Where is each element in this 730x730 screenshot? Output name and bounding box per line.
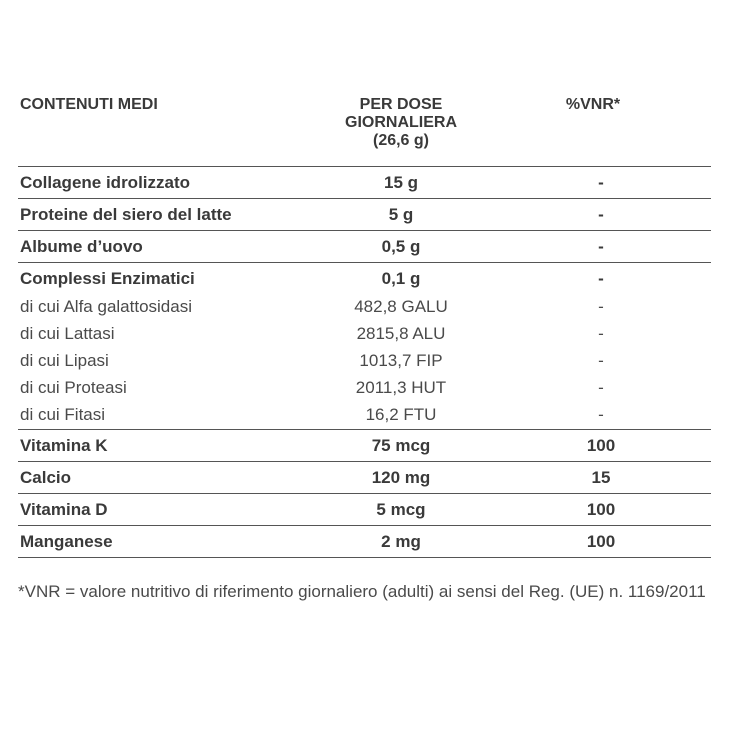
row-vnr: - [598, 173, 604, 192]
row-amount: 2011,3 HUT [355, 378, 447, 397]
table-subrow [18, 402, 711, 429]
row-amount: 16,2 FTU [365, 405, 437, 424]
footnote: *VNR = valore nutritivo di riferimento giornaliero (adulti) ai sensi del Reg. (UE) n. 1169/2011 [18, 582, 706, 601]
row-vnr: - [598, 324, 604, 343]
row-name: Collagene idrolizzato [20, 173, 191, 192]
nutrition-table [18, 96, 711, 558]
table-row [18, 263, 711, 294]
row-amount: 2815,8 ALU [356, 324, 446, 343]
row-name: Complessi Enzimatici [20, 269, 195, 288]
row-vnr: 15 [591, 468, 611, 487]
table-subrow [18, 321, 711, 348]
row-amount: 5 g [388, 205, 414, 224]
row-vnr: 100 [586, 436, 616, 455]
table-row [18, 199, 711, 230]
table-header [18, 96, 711, 166]
row-name: di cui Proteasi [20, 378, 127, 397]
row-amount: 5 mcg [376, 500, 426, 519]
row-name: Calcio [20, 468, 72, 487]
table-group-enzymes [18, 262, 711, 429]
table-subrow [18, 375, 711, 402]
row-name: di cui Alfa galattosidasi [20, 297, 192, 316]
row-amount: 482,8 GALU [354, 297, 448, 316]
table-group [18, 525, 711, 558]
header-per-dose-line1: PER DOSE [359, 96, 443, 113]
table-group [18, 230, 711, 262]
header-per-dose-line3: (26,6 g) [372, 132, 429, 149]
row-name: di cui Lipasi [20, 351, 109, 370]
table-row [18, 494, 711, 525]
table-group [18, 493, 711, 525]
row-name: Vitamina D [20, 500, 108, 519]
row-name: Manganese [20, 532, 113, 551]
row-amount: 1013,7 FIP [359, 351, 443, 370]
table-group [18, 429, 711, 461]
table-row [18, 167, 711, 198]
row-name: Vitamina K [20, 436, 108, 455]
header-per-dose-line2: GIORNALIERA [345, 114, 457, 131]
row-name: Albume d’uovo [20, 237, 143, 256]
row-vnr: - [598, 269, 604, 288]
table-row [18, 526, 711, 557]
row-amount: 15 g [383, 173, 419, 192]
row-vnr: - [598, 237, 604, 256]
header-vnr: %VNR* [565, 96, 621, 113]
table-group [18, 166, 711, 198]
table-subrow [18, 348, 711, 375]
row-amount: 2 mg [381, 532, 421, 551]
table-subrow [18, 294, 711, 321]
row-vnr: 100 [586, 532, 616, 551]
row-amount: 120 mg [371, 468, 431, 487]
row-vnr: 100 [586, 500, 616, 519]
row-name: Proteine del siero del latte [20, 205, 232, 224]
row-vnr: - [598, 297, 604, 316]
row-vnr: - [598, 378, 604, 397]
header-contenuti-medi: CONTENUTI MEDI [20, 96, 158, 113]
row-vnr: - [598, 351, 604, 370]
table-row [18, 462, 711, 493]
row-amount: 0,5 g [381, 237, 421, 256]
table-row [18, 231, 711, 262]
table-group [18, 461, 711, 493]
row-vnr: - [598, 405, 604, 424]
row-amount: 0,1 g [381, 269, 421, 288]
row-vnr: - [598, 205, 604, 224]
table-row [18, 430, 711, 461]
row-name: di cui Fitasi [20, 405, 106, 424]
header-per-dose [318, 96, 484, 150]
table-group [18, 198, 711, 230]
row-name: di cui Lattasi [20, 324, 115, 343]
row-amount: 75 mcg [371, 436, 431, 455]
